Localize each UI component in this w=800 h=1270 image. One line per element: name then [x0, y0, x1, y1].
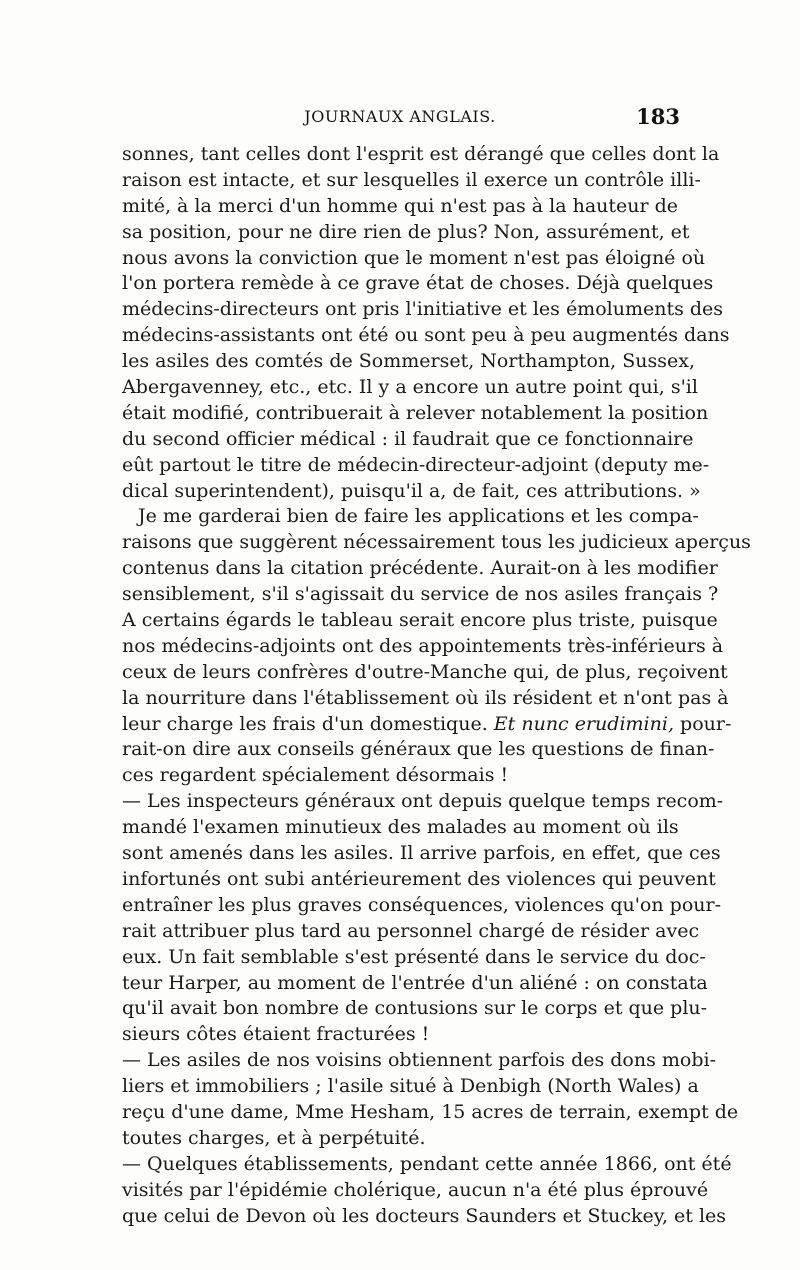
text-segment: pour-: [680, 712, 732, 735]
running-title: JOURNAUX ANGLAIS.: [304, 107, 496, 126]
text-line: sieurs côtes étaient fracturées !: [122, 1023, 430, 1046]
text-line: qu'il avait bon nombre de contusions sur le corps et que plu-: [122, 997, 708, 1020]
page-number: 183: [636, 104, 680, 129]
paragraph-start-line: — Les asiles de nos voisins obtiennent parfois des dons mobi-: [122, 1049, 717, 1072]
text-line: rait attribuer plus tard au personnel chargé de résider avec: [122, 919, 700, 942]
text-line: mité, à la merci d'un homme qui n'est pas à la hauteur de: [122, 194, 679, 217]
text-line: raison est intacte, et sur lesquelles il exerce un contrôle illi-: [122, 168, 701, 191]
text-line: contenus dans la citation précédente. Aurait-on à les modifier: [122, 557, 718, 580]
text-line: eût partout le titre de médecin-directeur-adjoint (deputy me-: [122, 453, 710, 476]
text-line: nous avons la conviction que le moment n'est pas éloigné où: [122, 246, 706, 269]
body-text: [122, 142, 751, 1229]
text-line: reçu d'une dame, Mme Hesham, 15 acres de terrain, exempt de: [122, 1100, 739, 1123]
text-line: du second officier médical : il faudrait que ce fonctionnaire: [122, 427, 694, 450]
text-line: médecins-assistants ont été ou sont peu à peu augmentés dans: [122, 324, 730, 347]
text-line: A certains égards le tableau serait encore plus triste, puisque: [122, 609, 718, 632]
italic-phrase: Et nunc erudimini,: [493, 712, 674, 735]
text-line: était modifié, contribuerait à relever notablement la position: [122, 401, 709, 424]
text-line: liers et immobiliers ; l'asile situé à Denbigh (North Wales) a: [122, 1075, 699, 1098]
text-line: eux. Un fait semblable s'est présenté dans le service du doc-: [122, 945, 706, 968]
text-line-with-italic: [122, 712, 732, 738]
text-line: infortunés ont subi antérieurement des violences qui peuvent: [122, 867, 716, 890]
text-line: Abergavenney, etc., etc. Il y a encore un autre point qui, s'il: [122, 376, 698, 399]
text-line: ceux de leurs confrères d'outre-Manche qui, de plus, reçoivent: [122, 660, 728, 683]
paragraph-start-line: — Les inspecteurs généraux ont depuis quelque temps recom-: [122, 790, 724, 813]
text-line: sensiblement, s'il s'agissait du service de nos asiles français ?: [122, 583, 719, 606]
text-line: la nourriture dans l'établissement où ils résident et n'ont pas à: [122, 686, 729, 709]
text-line: teur Harper, au moment de l'entrée d'un aliéné : on constata: [122, 971, 708, 994]
text-line: sont amenés dans les asiles. Il arrive parfois, en effet, que ces: [122, 842, 721, 865]
text-line: que celui de Devon où les docteurs Saunders et Stuckey, et les: [122, 1204, 727, 1227]
text-line: l'on portera remède à ce grave état de choses. Déjà quelques: [122, 272, 714, 295]
text-line: entraîner les plus graves conséquences, violences qu'on pour-: [122, 893, 721, 916]
text-line: sonnes, tant celles dont l'esprit est dérangé que celles dont la: [122, 143, 720, 165]
paragraph-start-line: — Quelques établissements, pendant cette année 1866, ont été: [122, 1152, 732, 1175]
paragraph-start-line: Je me garderai bien de faire les applications et les compa-: [138, 505, 699, 528]
text-line: sa position, pour ne dire rien de plus? Non, assurément, et: [122, 220, 690, 243]
running-head: [120, 104, 680, 130]
text-line: les asiles des comtés de Sommerset, Northampton, Sussex,: [122, 350, 695, 373]
text-line: ces regardent spécialement désormais !: [122, 764, 509, 787]
text-line: raisons que suggèrent nécessairement tous les judicieux aperçus: [122, 531, 751, 554]
text-line: médecins-directeurs ont pris l'initiative et les émoluments des: [122, 298, 724, 321]
text-segment: leur charge les frais d'un domestique.: [122, 712, 488, 735]
text-line: toutes charges, et à perpétuité.: [122, 1126, 426, 1149]
text-line: nos médecins-adjoints ont des appointements très-inférieurs à: [122, 634, 724, 657]
text-line: dical superintendent), puisqu'il a, de fait, ces attributions. »: [122, 479, 701, 502]
text-line: rait-on dire aux conseils généraux que les questions de finan-: [122, 738, 715, 761]
text-line: visités par l'épidémie cholérique, aucun n'a été plus éprouvé: [122, 1178, 709, 1201]
text-line: mandé l'examen minutieux des malades au moment où ils: [122, 816, 679, 839]
